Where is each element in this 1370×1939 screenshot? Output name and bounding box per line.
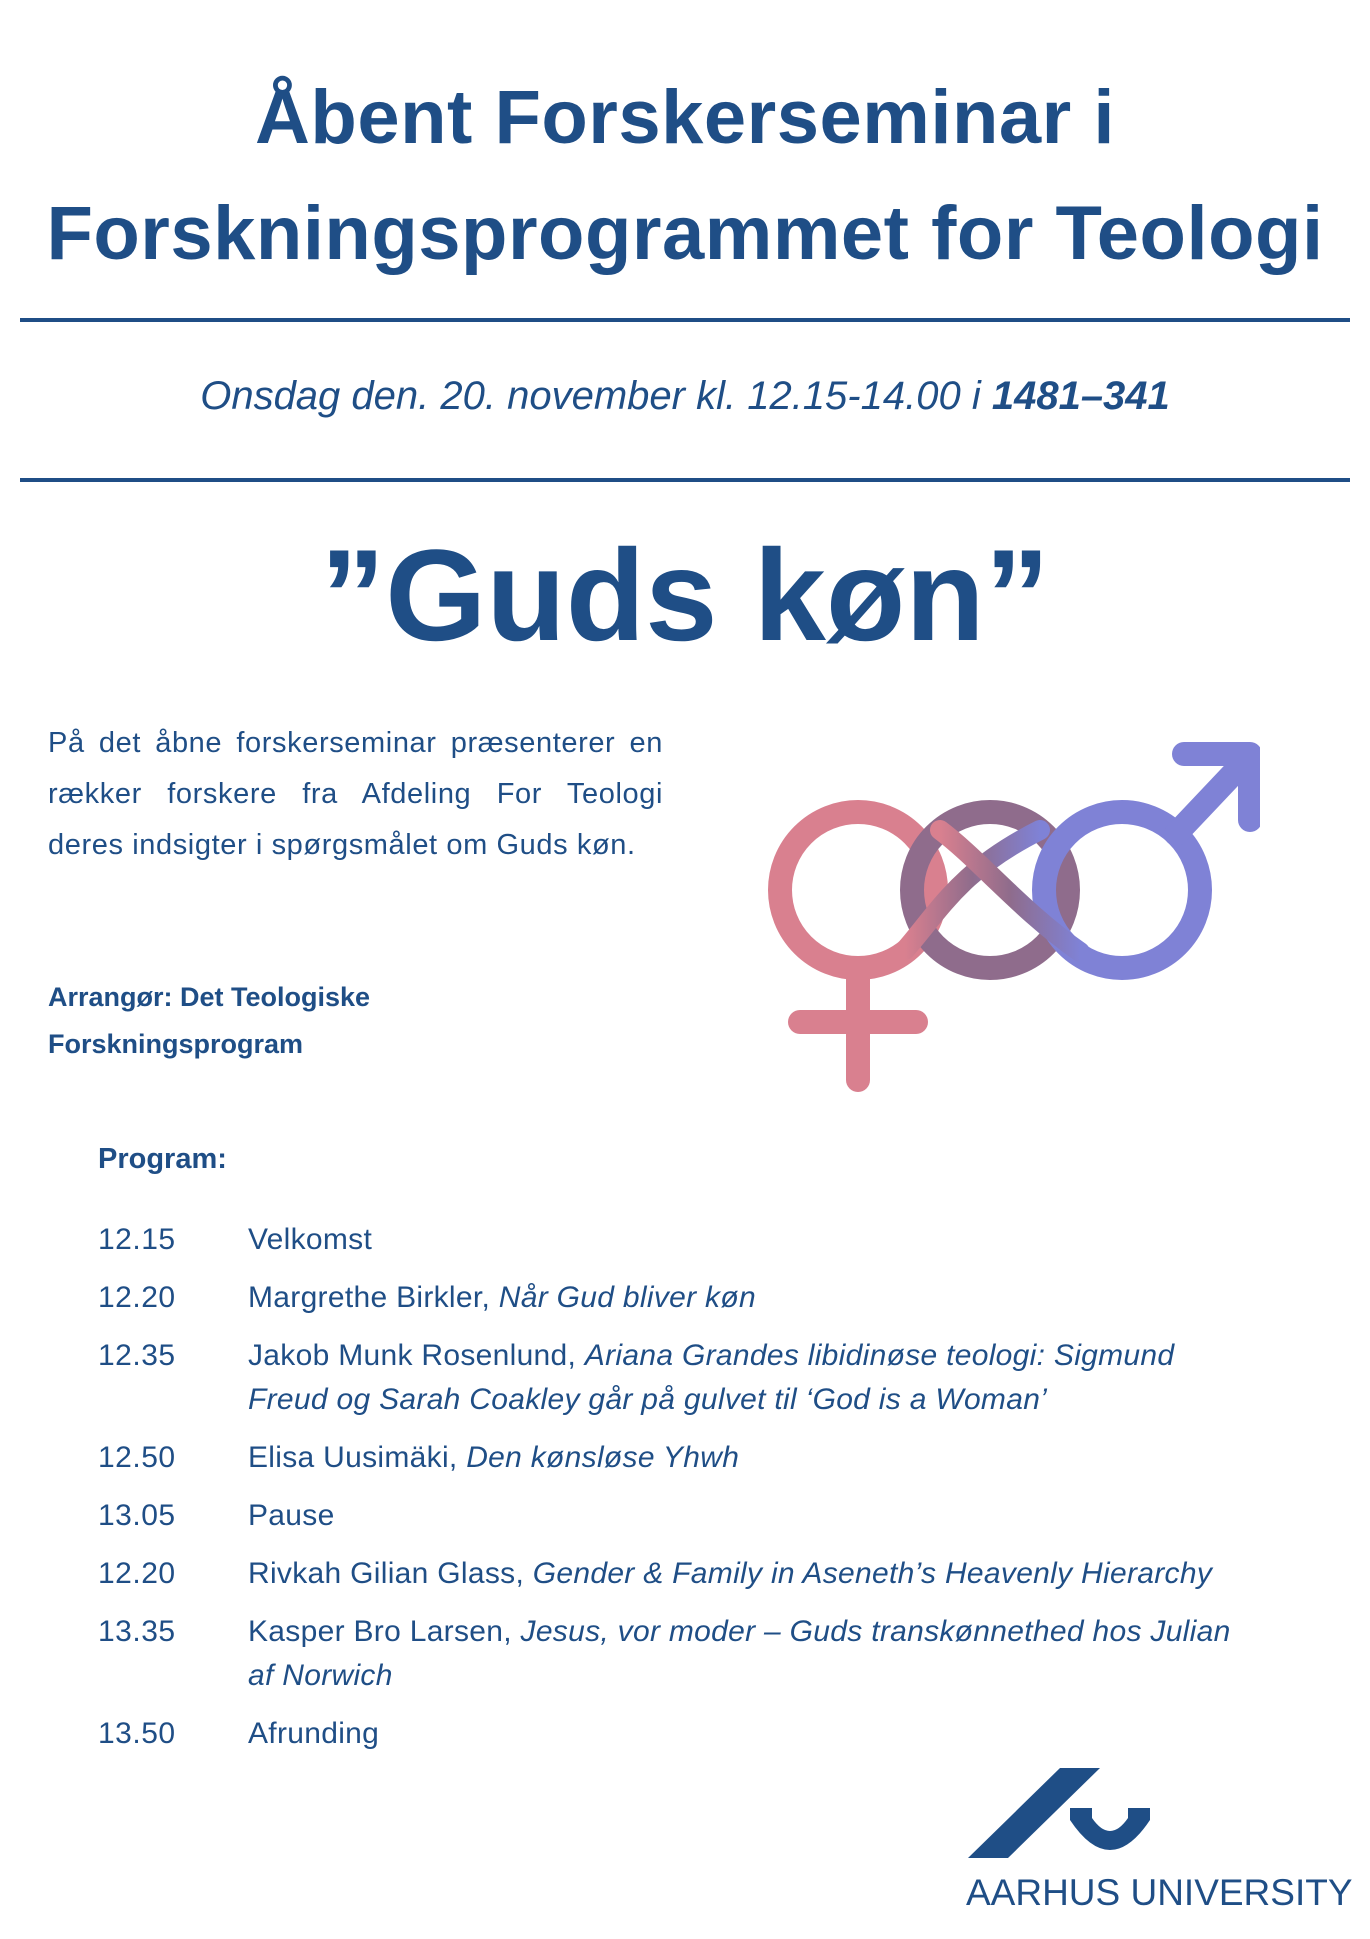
program-item [98, 1494, 1298, 1538]
program-text [248, 1218, 1258, 1262]
top-divider [20, 318, 1350, 322]
program-text [248, 1334, 1258, 1422]
program-item [98, 1436, 1298, 1480]
program-text [248, 1494, 1258, 1538]
program-time: 13.50 [98, 1717, 176, 1750]
program-talk: Ariana Grandes libidinøse teologi: Sigmund Freud og Sarah Coakley går på gulvet til ‘God is a Woman’ [248, 1339, 1175, 1416]
program-talk: Gender & Family in Aseneth’s Heavenly Hierarchy [532, 1557, 1213, 1590]
program-item [98, 1552, 1298, 1596]
program-speaker: Afrunding [248, 1717, 380, 1750]
event-room: 1481–341 [991, 374, 1170, 418]
program-speaker: Elisa Uusimäki, [248, 1441, 467, 1474]
program-item [98, 1276, 1298, 1320]
program-item [98, 1610, 1298, 1698]
program-time: 12.50 [98, 1441, 176, 1474]
program-text [248, 1436, 1258, 1480]
program-heading: Program: [98, 1143, 227, 1175]
program-talk: Jesus, vor moder – Guds transkønnethed hos Julian af Norwich [248, 1615, 1231, 1692]
title-line-1: Åbent Forskerseminar i [255, 75, 1115, 160]
intro-paragraph: På det åbne forskerseminar præsenterer en rækker forskere fra Afdeling For Teologi deres indsigter i spørgsmålet om Guds køn. [48, 727, 663, 861]
program-speaker: Margrethe Birkler, [248, 1281, 499, 1314]
program-text [248, 1610, 1258, 1698]
logo-arc-icon [1070, 1808, 1150, 1850]
event-date: Onsdag den. 20. november kl. 12.15-14.00 i [200, 374, 992, 418]
program-speaker: Kasper Bro Larsen, [248, 1615, 521, 1648]
logo-text: AARHUS UNIVERSITY [966, 1872, 1353, 1913]
program-item [98, 1218, 1298, 1262]
program-time: 13.35 [98, 1615, 176, 1648]
program-time: 12.20 [98, 1557, 176, 1590]
event-dateline [0, 374, 1370, 419]
program-time: 12.20 [98, 1281, 176, 1314]
organizer-line-2: Forskningsprogram [48, 1029, 304, 1059]
intertwined-gender-symbols-icon [740, 720, 1260, 1100]
organizer-line-1: Arrangør: Det Teologiske [48, 982, 371, 1012]
program-time: 13.05 [98, 1499, 176, 1532]
program-speaker: Rivkah Gilian Glass, [248, 1557, 533, 1590]
program-time: 12.35 [98, 1339, 176, 1372]
program-time: 12.15 [98, 1223, 176, 1256]
program-list [98, 1218, 1298, 1770]
seminar-title: ”Guds køn” [320, 522, 1050, 668]
organizer [48, 974, 408, 1068]
male-arrow-shaft [1176, 760, 1246, 834]
bottom-divider [20, 478, 1350, 482]
program-text [248, 1276, 1258, 1320]
program-speaker: Pause [248, 1499, 335, 1532]
program-talk: Den kønsløse Yhwh [466, 1441, 740, 1474]
program-speaker: Velkomst [248, 1223, 373, 1256]
program-item [98, 1334, 1298, 1422]
program-speaker: Jakob Munk Rosenlund, [248, 1339, 585, 1372]
program-text [248, 1552, 1258, 1596]
program-talk: Når Gud bliver køn [498, 1281, 756, 1314]
title-line-2: Forskningsprogrammet for Teologi [46, 191, 1324, 276]
page-title [0, 60, 1370, 292]
